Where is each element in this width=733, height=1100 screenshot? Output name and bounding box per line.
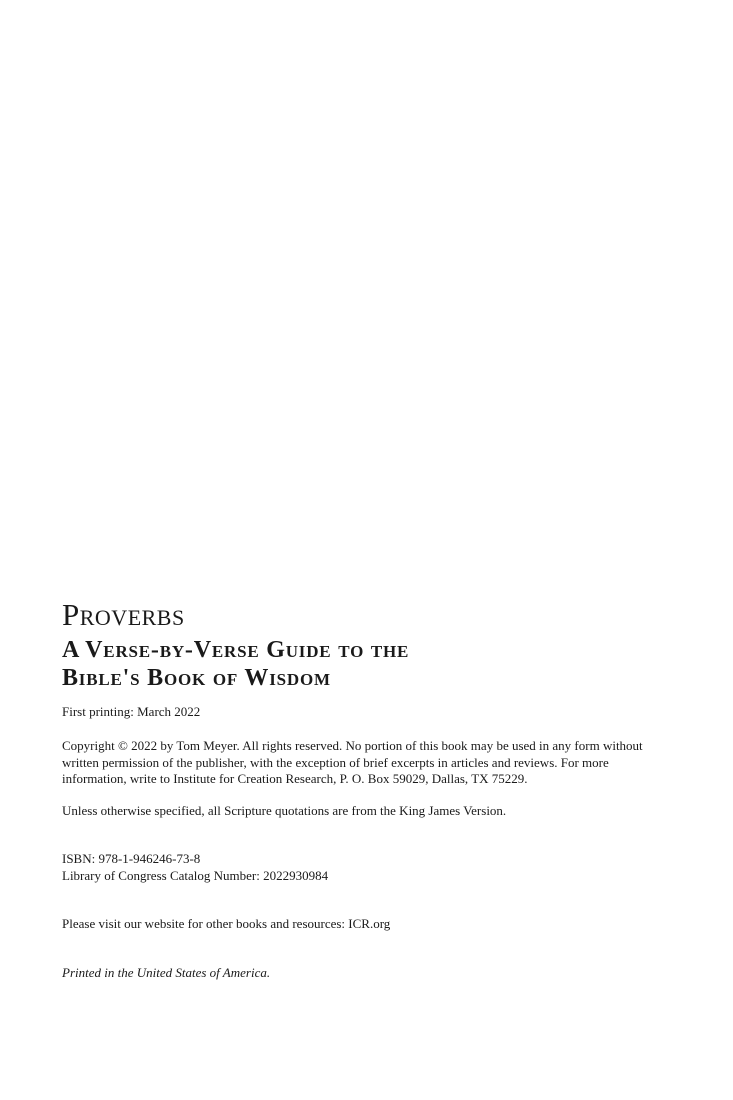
first-printing: First printing: March 2022 bbox=[62, 704, 201, 719]
isbn-block bbox=[62, 851, 662, 884]
website-note: Please visit our website for other books and resources: ICR.org bbox=[62, 916, 391, 931]
subtitle-line-2: Bible's Book of Wisdom bbox=[62, 665, 331, 691]
book-subtitle bbox=[62, 636, 662, 692]
scripture-note: Unless otherwise specified, all Scripture quotations are from the King James Version. bbox=[62, 803, 507, 818]
printed-in: Printed in the United States of America. bbox=[62, 965, 271, 980]
loc-number: Library of Congress Catalog Number: 2022930984 bbox=[62, 867, 329, 883]
subtitle-line-1: A Verse-by-Verse Guide to the bbox=[62, 637, 410, 663]
copyright-notice: Copyright © 2022 by Tom Meyer. All rights reserved. No portion of this book may be used in any form without written permission of the publisher, with the exception of brief excerpts in articles and reviews. For more information, write to Institute for Creation Research, P. O. Box 59029, Dallas, TX 75229. bbox=[62, 738, 643, 786]
isbn: ISBN: 978-1-946246-73-8 bbox=[62, 851, 201, 866]
book-title: Proverbs bbox=[62, 597, 185, 632]
